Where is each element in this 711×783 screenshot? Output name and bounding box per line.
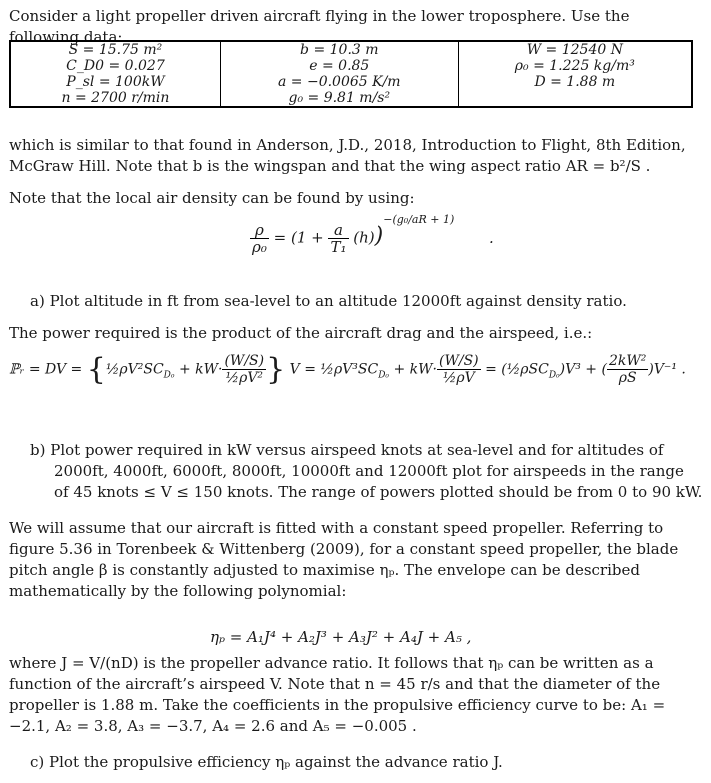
eq1-a: a [328, 222, 348, 239]
table-cell: S = 15.75 m² [10, 41, 220, 58]
advance-ratio-paragraph: where J = V/(nD) is the propeller advance ratio. It follows that ηₚ can be written as a function of the aircraft’s airspeed V. Note that n = 45 r/s and that the diameter of the propeller is 1.88 m. Take the coefficients in the propulsive efficiency curve to be: A₁ = −2.1, A₂ = 3.8, A₃ = −3.7, A₄ = 2.6 and A₅ = −0.005 . [9, 654, 666, 735]
table-cell: b = 10.3 m [220, 41, 458, 58]
eq1-h: (h) [353, 228, 375, 247]
eq2-term6: = (½ρSC [485, 361, 549, 378]
eq2-term1: ℙᵣ = DV = [9, 361, 83, 378]
power-intro: The power required is the product of the aircraft drag and the airspeed, i.e.: [9, 324, 593, 342]
question-b: b) Plot power required in kW versus airspeed knots at sea-level and for altitudes of 2000ft, 4000ft, 6000ft, 8000ft, 10000ft and 12000ft plot for airspeeds in the range of 45 knots ≤ V ≤ 150 knots. The range of powers plotted should be from 0 to 90 kW. [30, 441, 703, 501]
table-cell [458, 90, 692, 107]
eq1-body: = (1 + [273, 228, 329, 247]
eq1-end: . [489, 228, 494, 247]
eq2-term2: ½ρV²SC [105, 361, 164, 378]
eq2-den: ρS [618, 370, 637, 386]
eq2-term4: V = ½ρV³SC [289, 361, 379, 378]
eq2-term10: )V⁻¹ . [648, 361, 686, 378]
intro-text: Consider a light propeller driven aircraft flying in the lower troposphere. Use the following data: [9, 7, 630, 46]
question-c: c) Plot the propulsive efficiency ηₚ against the advance ratio J. [30, 753, 503, 771]
eq1-rho0: ρ₀ [252, 238, 267, 256]
table-cell: D = 1.88 m [458, 74, 692, 90]
data-table [9, 40, 693, 108]
density-equation: $\frac{\rho}{\text{ρ₀}}$ = (1 + $\frac{a}{\text{T₁}}$ (h))$^{-(g_0/aR + 1)}$ . [252, 212, 494, 256]
eq1-t1: T₁ [330, 238, 347, 256]
table-cell: g₀ = 9.81 m/s² [220, 90, 458, 107]
table-row [10, 41, 692, 58]
density-note: Note that the local air density can be found by using: [9, 189, 415, 207]
table-cell: n = 2700 r/min [10, 90, 220, 107]
eq2-num: 2kW² [608, 353, 647, 369]
table-row [10, 58, 692, 74]
table-cell: P_sl = 100kW [10, 74, 220, 90]
table-row [10, 74, 692, 90]
table-cell: e = 0.85 [220, 58, 458, 74]
eq2-term3: + kW· [178, 361, 223, 378]
question-a: a) Plot altitude in ft from sea-level to an altitude 12000ft against density ratio. [30, 292, 627, 310]
eq1-rho: ρ [250, 222, 269, 239]
reference-paragraph: which is similar to that found in Anderson, J.D., 2018, Introduction to Flight, 8th Edition, McGraw Hill. Note that b is the wingspan and that the wing aspect ratio AR = b²/S . [9, 136, 686, 175]
propeller-paragraph: We will assume that our aircraft is fitted with a constant speed propeller. Referring to figure 5.36 in Torenbeek & Wittenberg (2009), for a constant speed propeller, the blade pitch angle β is constantly adjusted to maximise ηₚ. The envelope can be described mathematically by the following polynomial: [9, 519, 679, 600]
efficiency-polynomial: ηₚ = A₁J⁴ + A₂J³ + A₃J² + A₄J + A₅ , [210, 628, 472, 646]
table-cell: C_D0 = 0.027 [10, 58, 220, 74]
eq2-term7: )V³ + ( [559, 361, 607, 378]
table-cell: a = −0.0065 K/m [220, 74, 458, 90]
table-cell: ρ₀ = 1.225 kg/m³ [458, 58, 692, 74]
table-cell: W = 12540 N [458, 41, 692, 58]
power-equation: ℙᵣ = DV = {$\frac{1}{2}\rho V^2SC_{D_0} + kW\cdot$ $\frac{(W/S)}{\text{½ρV²}}$ } $V = \frac{1}{2}\rho V^3SC_{D_0} + kW\cdot$ $\frac{(W/S)}{\text{½ρV}}$ = (½ρSC$_{D_0}$)V³ + ( $\frac{\text{2kW²}}{\rho S}$ )V⁻¹ . [9, 352, 686, 387]
eq1-exponent: −(g₀/aR + 1) [383, 212, 455, 226]
eq2-term5: + kW· [393, 361, 438, 378]
table-row [10, 90, 692, 107]
